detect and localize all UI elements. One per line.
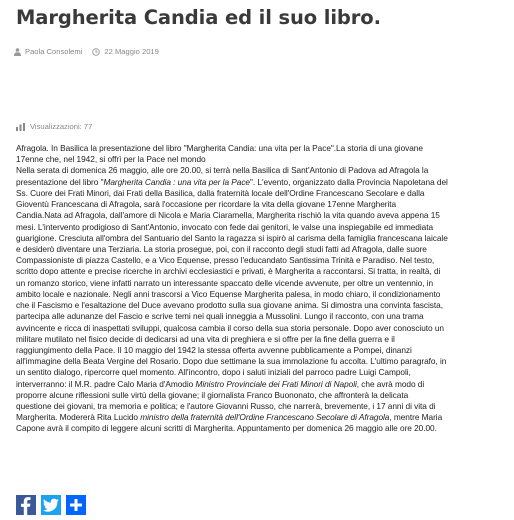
article-line [16, 300, 512, 311]
user-icon [14, 48, 21, 56]
article-line [16, 390, 512, 401]
article-text: Candia.Nata ad Afragola, dall'amore di Nicola e Maria Ciaramella, Margherita rischiò la vita quando aveva appena 15 [16, 210, 440, 221]
plus-share-icon [66, 495, 86, 515]
article-line [16, 356, 512, 367]
view-count [16, 122, 92, 131]
article-text: Capone avrà il compito di leggere alcuni scritti di Margherita. Appuntamento per domenica 26 maggio alle ore 20.00. [16, 423, 437, 434]
bar-chart-icon [16, 123, 25, 131]
article-text: Ss. Cuore dei Frati Minori, dai Frati della Basilica, dalla fraternità locale dell'Ordine Francescano Secolare e dalla [16, 187, 425, 198]
article-line [16, 334, 512, 345]
article-text: avvincente e ricca di inaspettati sviluppi, qualcosa cambia il corso della sua storia personale. Dopo aver conosciuto un [16, 322, 444, 333]
article-body [16, 143, 512, 435]
publish-date: 22 Maggio 2019 [104, 47, 159, 56]
article-text: Compassioniste di piazza Castello, e a Vico Equense, presso l'educandato Santissima Trinità e Paradiso. Nel testo, [16, 255, 435, 266]
article-text: Nella serata di domenica 26 maggio, alle ore 20.00, si terrà nella Basilica di Sant'Antonio di Padova ad Afragola la [16, 165, 429, 176]
article-text: mesi. L'intervento prodigioso di Sant'Antonio, invocato con fede dai genitori, le valse una inspiegabile ed immediata [16, 221, 434, 232]
article-text: guarigione. Cresciuta all'ombra del Santuario del Santo la ragazza si ispirò al carisma della famiglia francescana laicale [16, 232, 448, 243]
view-count-label: Visualizzazioni: 77 [30, 122, 93, 131]
article-text: , che avrà modo di [356, 378, 425, 389]
article-line [16, 278, 512, 289]
article-line [16, 188, 512, 199]
article-text: questione dei giovani, tra memoria e politica; e l'autore Giovanni Russo, che narrerà, brevemente, i 17 anni di vita di [16, 401, 436, 412]
article-text: che il Fascismo e l'esaltazione del Duce avevano prodotto sulla sua giovane anima. Si dimostra una convinta fascista, [16, 300, 443, 311]
article-text: presentazione del libro " [16, 176, 104, 187]
article-line [16, 199, 512, 210]
article-text: proporre alcune riflessioni sulle virtù della giovane; il giornalista Franco Buononato, che affronterà la delicata [16, 389, 409, 400]
article-emphasis: Ministro Provinciale dei Frati Minori di Napoli [195, 378, 357, 389]
article-text: all'immagine della Beata Vergine del Rosario. Dopo due settimane la sua immolazione fu accolta. L'ultimo paragrafo, in [16, 356, 447, 367]
article-text: un romanzo storico, viene infatti narrato un interessante spaccato delle vicende avvenute, per oltre un ventennio, in [16, 277, 434, 288]
share-more-button[interactable] [66, 495, 86, 515]
article-line [16, 222, 512, 233]
article-line [16, 423, 512, 434]
article-line [16, 210, 512, 221]
article-text: 17enne che, nel 1942, si offrì per la Pace nel mondo [16, 154, 206, 165]
article-text: interverranno: il M.R. padre Calo Maria d'Amodio [16, 378, 196, 389]
article-text: ". L'evento, organizzato dalla Provincia Napoletana del [250, 176, 448, 187]
article-line [16, 266, 512, 277]
share-twitter-button[interactable] [41, 495, 61, 515]
article-text: un sentito dialogo, ripercorre quel momento. All'incontro, dopo i saluti iniziali del parroco padre Luigi Campoli, [16, 367, 411, 378]
article-emphasis: ministro della fraternità dell'Ordine Francescano Secolare di Afragola [140, 412, 390, 423]
article-text: Margherita. Modererà Rita Lucido [16, 412, 141, 423]
article-text: scritto dopo attente e precise ricerche in archivi ecclesiastici e privati, è Margherita a raccontarsi. Si tratta, in realtà, di [16, 266, 441, 277]
article-text: e desiderò diventare una Terziaria. La storia prosegue, poi, con il racconto degli studi fatti ad Afragola, dalle suore [16, 243, 427, 254]
article-title: Margherita Candia ed il suo libro. [16, 6, 381, 29]
article-emphasis: Margherita Candia : una vita per la Pace [103, 176, 250, 187]
article-text: Afragola. In Basilica la presentazione del libro "Margherita Candia: una vita per la Pace".La storia di una giovane [16, 143, 423, 153]
article-line [16, 244, 512, 255]
article-meta [14, 47, 159, 56]
article-line [16, 323, 512, 334]
article-text: Gioventù Francescana di Afragola, sarà l'occasione per ricordare la vita della giovane 17enne Margherita [16, 199, 397, 210]
article-text: militare mutilato nel fisico decide di dedicarsi ad una vita di preghiera e si offre per la fine della guerra e il [16, 333, 395, 344]
article-text: ambito locale e nazionale. Negli anni trascorsi a Vico Equense Margherita palesa, in modo chiaro, il condizionamento [16, 288, 441, 299]
article-line [16, 379, 512, 390]
article-line [16, 177, 512, 188]
article-line [16, 289, 512, 300]
article-line [16, 233, 512, 244]
article-line [16, 412, 512, 423]
article-line [16, 255, 512, 266]
facebook-icon [16, 495, 36, 515]
article-text: raggiungimento della Pace. Il 10 maggio del 1942 la stessa offerta avvenne pubblicamente a Pompei, dinanzi [16, 344, 412, 355]
article-line [16, 311, 512, 322]
article-text: partecipa alle adunanze del Fascio e scrive temi nei quali inneggia a Mussolini. Lungo il racconto, con una trama [16, 311, 424, 322]
twitter-icon [41, 495, 61, 515]
share-bar [16, 495, 91, 515]
clock-icon [92, 48, 100, 56]
article-line [16, 165, 512, 176]
article-line [16, 345, 512, 356]
share-facebook-button[interactable] [16, 495, 36, 515]
article-line [16, 154, 512, 165]
article-text: , mentre Maria [389, 412, 443, 423]
author-name[interactable]: Paola Consolemi [25, 47, 83, 56]
article-line [16, 401, 512, 412]
article-line [16, 143, 512, 154]
article-line [16, 367, 512, 378]
